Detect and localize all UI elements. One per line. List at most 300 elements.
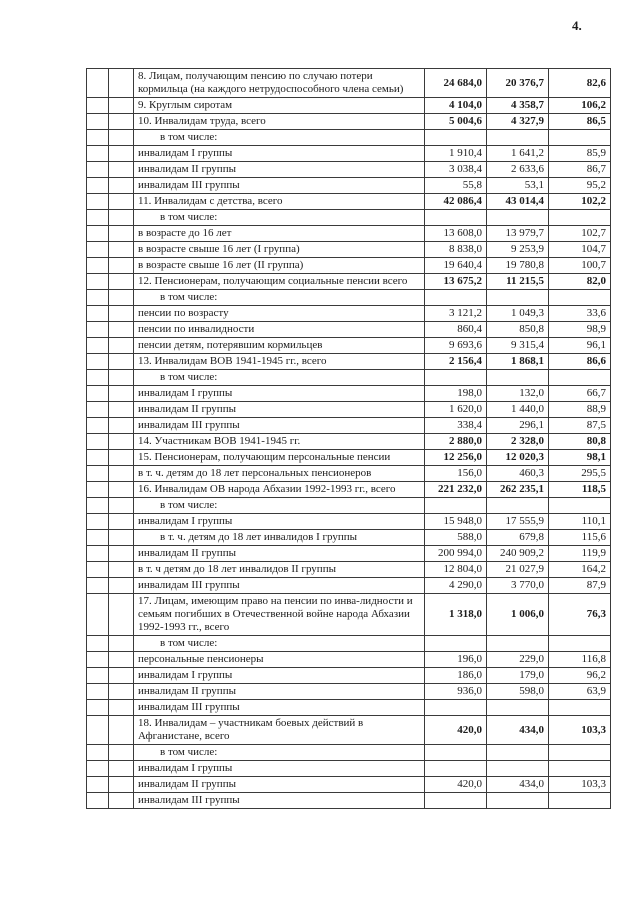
table-row — [87, 146, 611, 162]
row-label: инвалидам III группы — [134, 793, 425, 809]
row-value — [487, 498, 549, 514]
row-margin-cell — [109, 777, 134, 793]
row-margin-cell — [87, 114, 109, 130]
table-row — [87, 242, 611, 258]
table-row — [87, 793, 611, 809]
row-value — [549, 130, 611, 146]
pension-table-container — [86, 68, 610, 809]
table-row — [87, 114, 611, 130]
row-value: 17 555,9 — [487, 514, 549, 530]
row-margin-cell — [109, 684, 134, 700]
row-value: 936,0 — [425, 684, 487, 700]
row-value: 1 620,0 — [425, 402, 487, 418]
row-value: 156,0 — [425, 466, 487, 482]
row-margin-cell — [87, 194, 109, 210]
row-margin-cell — [87, 434, 109, 450]
row-label: инвалидам I группы — [134, 761, 425, 777]
row-margin-cell — [109, 69, 134, 98]
row-value: 3 770,0 — [487, 578, 549, 594]
row-value — [487, 130, 549, 146]
row-label: в т. ч. детям до 18 лет инвалидов I группы — [134, 530, 425, 546]
row-label: в т. ч детям до 18 лет инвалидов II группы — [134, 562, 425, 578]
row-label: в том числе: — [134, 745, 425, 761]
row-value: 9 693,6 — [425, 338, 487, 354]
row-value: 87,5 — [549, 418, 611, 434]
row-margin-cell — [87, 98, 109, 114]
row-value: 1 049,3 — [487, 306, 549, 322]
row-margin-cell — [109, 210, 134, 226]
row-margin-cell — [87, 700, 109, 716]
row-margin-cell — [87, 130, 109, 146]
table-row — [87, 594, 611, 636]
row-margin-cell — [109, 546, 134, 562]
row-value: 132,0 — [487, 386, 549, 402]
table-row — [87, 700, 611, 716]
row-margin-cell — [109, 793, 134, 809]
table-row — [87, 716, 611, 745]
row-margin-cell — [109, 418, 134, 434]
row-value: 588,0 — [425, 530, 487, 546]
row-value — [425, 498, 487, 514]
row-margin-cell — [109, 578, 134, 594]
table-row — [87, 450, 611, 466]
row-value: 104,7 — [549, 242, 611, 258]
row-value: 95,2 — [549, 178, 611, 194]
table-row — [87, 338, 611, 354]
row-value: 262 235,1 — [487, 482, 549, 498]
row-value — [487, 210, 549, 226]
row-value: 96,1 — [549, 338, 611, 354]
row-value — [487, 290, 549, 306]
row-value — [425, 370, 487, 386]
row-value: 11 215,5 — [487, 274, 549, 290]
row-margin-cell — [87, 69, 109, 98]
row-margin-cell — [87, 146, 109, 162]
row-value: 13 979,7 — [487, 226, 549, 242]
row-value — [549, 761, 611, 777]
row-value: 63,9 — [549, 684, 611, 700]
row-value: 5 004,6 — [425, 114, 487, 130]
row-value: 295,5 — [549, 466, 611, 482]
row-margin-cell — [87, 466, 109, 482]
table-row — [87, 434, 611, 450]
table-row — [87, 684, 611, 700]
table-row — [87, 386, 611, 402]
row-margin-cell — [87, 258, 109, 274]
row-value: 4 327,9 — [487, 114, 549, 130]
row-label: 18. Инвалидам – участникам боевых действий в Афганистане, всего — [134, 716, 425, 745]
table-row — [87, 194, 611, 210]
table-row — [87, 498, 611, 514]
row-value: 86,6 — [549, 354, 611, 370]
row-value: 2 156,4 — [425, 354, 487, 370]
row-label: в том числе: — [134, 290, 425, 306]
row-value: 3 121,2 — [425, 306, 487, 322]
row-value: 13 675,2 — [425, 274, 487, 290]
row-label: инвалидам II группы — [134, 546, 425, 562]
row-label: 12. Пенсионерам, получающим социальные пенсии всего — [134, 274, 425, 290]
row-margin-cell — [87, 450, 109, 466]
row-value — [549, 793, 611, 809]
row-value: 420,0 — [425, 716, 487, 745]
table-row — [87, 530, 611, 546]
table-row — [87, 98, 611, 114]
row-value — [549, 210, 611, 226]
table-row — [87, 777, 611, 793]
row-label: в том числе: — [134, 636, 425, 652]
row-value: 19 640,4 — [425, 258, 487, 274]
row-value: 115,6 — [549, 530, 611, 546]
row-margin-cell — [87, 338, 109, 354]
row-label: 15. Пенсионерам, получающим персональные пенсии — [134, 450, 425, 466]
row-value: 3 038,4 — [425, 162, 487, 178]
row-margin-cell — [87, 636, 109, 652]
row-value: 66,7 — [549, 386, 611, 402]
row-margin-cell — [87, 546, 109, 562]
row-margin-cell — [87, 652, 109, 668]
row-value — [549, 636, 611, 652]
row-value: 110,1 — [549, 514, 611, 530]
row-value: 434,0 — [487, 777, 549, 793]
table-row — [87, 178, 611, 194]
row-value: 86,5 — [549, 114, 611, 130]
row-value: 53,1 — [487, 178, 549, 194]
table-row — [87, 482, 611, 498]
row-margin-cell — [87, 402, 109, 418]
row-margin-cell — [87, 562, 109, 578]
row-margin-cell — [109, 716, 134, 745]
row-value — [425, 130, 487, 146]
page-number: 4. — [572, 18, 582, 33]
row-value: 118,5 — [549, 482, 611, 498]
row-value: 82,0 — [549, 274, 611, 290]
row-margin-cell — [109, 530, 134, 546]
row-margin-cell — [87, 761, 109, 777]
row-margin-cell — [87, 290, 109, 306]
row-label: в том числе: — [134, 498, 425, 514]
row-label: пенсии по инвалидности — [134, 322, 425, 338]
row-value: 13 608,0 — [425, 226, 487, 242]
row-value: 86,7 — [549, 162, 611, 178]
row-value: 296,1 — [487, 418, 549, 434]
row-margin-cell — [87, 370, 109, 386]
row-value: 20 376,7 — [487, 69, 549, 98]
row-value: 103,3 — [549, 777, 611, 793]
table-row — [87, 745, 611, 761]
row-value: 12 804,0 — [425, 562, 487, 578]
row-label: инвалидам I группы — [134, 386, 425, 402]
table-row — [87, 402, 611, 418]
table-row — [87, 578, 611, 594]
table-row — [87, 306, 611, 322]
row-value: 198,0 — [425, 386, 487, 402]
row-value: 1 868,1 — [487, 354, 549, 370]
row-margin-cell — [109, 178, 134, 194]
row-margin-cell — [109, 226, 134, 242]
table-row — [87, 274, 611, 290]
row-label: 9. Круглым сиротам — [134, 98, 425, 114]
row-value: 200 994,0 — [425, 546, 487, 562]
row-value: 186,0 — [425, 668, 487, 684]
row-margin-cell — [109, 498, 134, 514]
row-value: 88,9 — [549, 402, 611, 418]
row-value: 1 318,0 — [425, 594, 487, 636]
row-margin-cell — [109, 338, 134, 354]
table-row — [87, 466, 611, 482]
row-label: персональные пенсионеры — [134, 652, 425, 668]
table-row — [87, 562, 611, 578]
row-label: инвалидам II группы — [134, 777, 425, 793]
row-value: 24 684,0 — [425, 69, 487, 98]
row-margin-cell — [109, 306, 134, 322]
row-value — [425, 793, 487, 809]
row-value: 15 948,0 — [425, 514, 487, 530]
row-margin-cell — [87, 178, 109, 194]
table-row — [87, 69, 611, 98]
row-value: 420,0 — [425, 777, 487, 793]
row-value: 240 909,2 — [487, 546, 549, 562]
row-label: инвалидам III группы — [134, 418, 425, 434]
row-label: в возрасте свыше 16 лет (I группа) — [134, 242, 425, 258]
row-value: 4 358,7 — [487, 98, 549, 114]
row-value: 102,7 — [549, 226, 611, 242]
row-margin-cell — [87, 530, 109, 546]
row-value — [549, 745, 611, 761]
row-margin-cell — [109, 434, 134, 450]
row-margin-cell — [87, 162, 109, 178]
row-margin-cell — [87, 386, 109, 402]
row-value: 8 838,0 — [425, 242, 487, 258]
row-margin-cell — [109, 274, 134, 290]
row-margin-cell — [109, 242, 134, 258]
row-value: 598,0 — [487, 684, 549, 700]
row-margin-cell — [87, 354, 109, 370]
table-row — [87, 514, 611, 530]
row-label: инвалидам II группы — [134, 684, 425, 700]
row-label: инвалидам III группы — [134, 578, 425, 594]
row-label: 8. Лицам, получающим пенсию по случаю потери кормильца (на каждого нетрудоспособного члена семьи) — [134, 69, 425, 98]
row-margin-cell — [109, 562, 134, 578]
table-row — [87, 258, 611, 274]
row-value — [549, 700, 611, 716]
row-label: инвалидам I группы — [134, 514, 425, 530]
row-value — [487, 793, 549, 809]
row-margin-cell — [87, 322, 109, 338]
row-margin-cell — [109, 636, 134, 652]
row-label: 13. Инвалидам ВОВ 1941-1945 гг., всего — [134, 354, 425, 370]
row-value: 2 633,6 — [487, 162, 549, 178]
row-label: в возрасте до 16 лет — [134, 226, 425, 242]
row-value: 43 014,4 — [487, 194, 549, 210]
row-label: 10. Инвалидам труда, всего — [134, 114, 425, 130]
row-margin-cell — [87, 226, 109, 242]
row-margin-cell — [87, 684, 109, 700]
row-value — [487, 370, 549, 386]
row-margin-cell — [87, 274, 109, 290]
table-row — [87, 652, 611, 668]
row-value: 1 910,4 — [425, 146, 487, 162]
row-value: 12 256,0 — [425, 450, 487, 466]
table-row — [87, 761, 611, 777]
row-value — [425, 636, 487, 652]
row-margin-cell — [87, 578, 109, 594]
row-value: 87,9 — [549, 578, 611, 594]
row-value — [425, 700, 487, 716]
row-value: 21 027,9 — [487, 562, 549, 578]
row-label: в том числе: — [134, 130, 425, 146]
row-label: в возрасте свыше 16 лет (II группа) — [134, 258, 425, 274]
row-margin-cell — [109, 668, 134, 684]
row-margin-cell — [109, 450, 134, 466]
table-row — [87, 418, 611, 434]
row-margin-cell — [109, 594, 134, 636]
row-value: 460,3 — [487, 466, 549, 482]
row-value — [549, 370, 611, 386]
row-label: в том числе: — [134, 370, 425, 386]
row-margin-cell — [109, 514, 134, 530]
row-label: инвалидам II группы — [134, 402, 425, 418]
row-value: 80,8 — [549, 434, 611, 450]
row-value — [487, 761, 549, 777]
row-margin-cell — [87, 498, 109, 514]
table-row — [87, 668, 611, 684]
row-value: 860,4 — [425, 322, 487, 338]
table-row — [87, 210, 611, 226]
row-margin-cell — [87, 242, 109, 258]
row-margin-cell — [109, 290, 134, 306]
row-value: 338,4 — [425, 418, 487, 434]
row-value: 82,6 — [549, 69, 611, 98]
row-margin-cell — [109, 370, 134, 386]
row-margin-cell — [109, 162, 134, 178]
row-value: 2 328,0 — [487, 434, 549, 450]
row-value: 12 020,3 — [487, 450, 549, 466]
row-margin-cell — [109, 482, 134, 498]
row-margin-cell — [87, 716, 109, 745]
row-label: пенсии по возрасту — [134, 306, 425, 322]
row-margin-cell — [109, 402, 134, 418]
row-margin-cell — [87, 594, 109, 636]
row-value: 9 315,4 — [487, 338, 549, 354]
row-value: 106,2 — [549, 98, 611, 114]
row-value: 179,0 — [487, 668, 549, 684]
row-margin-cell — [109, 652, 134, 668]
row-value — [487, 636, 549, 652]
table-row — [87, 354, 611, 370]
row-value: 85,9 — [549, 146, 611, 162]
table-row — [87, 370, 611, 386]
table-row — [87, 290, 611, 306]
pension-table-body — [87, 69, 611, 809]
row-margin-cell — [87, 777, 109, 793]
row-value: 103,3 — [549, 716, 611, 745]
row-label: инвалидам I группы — [134, 146, 425, 162]
row-value: 98,9 — [549, 322, 611, 338]
row-value: 102,2 — [549, 194, 611, 210]
row-value: 1 641,2 — [487, 146, 549, 162]
row-margin-cell — [109, 194, 134, 210]
row-margin-cell — [87, 793, 109, 809]
table-row — [87, 322, 611, 338]
row-margin-cell — [87, 418, 109, 434]
row-value: 9 253,9 — [487, 242, 549, 258]
row-label: инвалидам III группы — [134, 700, 425, 716]
row-value: 55,8 — [425, 178, 487, 194]
row-value: 196,0 — [425, 652, 487, 668]
table-row — [87, 162, 611, 178]
row-value: 119,9 — [549, 546, 611, 562]
row-value: 221 232,0 — [425, 482, 487, 498]
row-value: 2 880,0 — [425, 434, 487, 450]
row-value: 116,8 — [549, 652, 611, 668]
row-value: 76,3 — [549, 594, 611, 636]
row-value: 4 104,0 — [425, 98, 487, 114]
row-label: инвалидам I группы — [134, 668, 425, 684]
row-value: 98,1 — [549, 450, 611, 466]
row-margin-cell — [109, 354, 134, 370]
row-margin-cell — [109, 700, 134, 716]
row-margin-cell — [109, 98, 134, 114]
row-margin-cell — [109, 146, 134, 162]
row-value — [425, 210, 487, 226]
row-margin-cell — [109, 258, 134, 274]
table-row — [87, 636, 611, 652]
row-margin-cell — [109, 130, 134, 146]
row-value: 1 006,0 — [487, 594, 549, 636]
row-margin-cell — [87, 306, 109, 322]
row-value — [425, 761, 487, 777]
row-margin-cell — [109, 322, 134, 338]
row-value: 4 290,0 — [425, 578, 487, 594]
row-margin-cell — [87, 210, 109, 226]
row-label: инвалидам II группы — [134, 162, 425, 178]
table-row — [87, 226, 611, 242]
row-value: 96,2 — [549, 668, 611, 684]
row-value: 434,0 — [487, 716, 549, 745]
row-value — [549, 498, 611, 514]
row-value — [425, 290, 487, 306]
row-value: 33,6 — [549, 306, 611, 322]
row-value — [425, 745, 487, 761]
row-value — [549, 290, 611, 306]
row-margin-cell — [109, 386, 134, 402]
row-label: 17. Лицам, имеющим право на пенсии по инва-лидности и семьям погибших в Отечественной войне народа Абхазии 1992-1993 гг., всего — [134, 594, 425, 636]
row-margin-cell — [87, 482, 109, 498]
row-margin-cell — [87, 514, 109, 530]
row-value: 100,7 — [549, 258, 611, 274]
row-label: 14. Участникам ВОВ 1941-1945 гг. — [134, 434, 425, 450]
row-value: 42 086,4 — [425, 194, 487, 210]
row-margin-cell — [87, 745, 109, 761]
row-value: 679,8 — [487, 530, 549, 546]
row-value — [487, 745, 549, 761]
row-label: пенсии детям, потерявшим кормильцев — [134, 338, 425, 354]
row-label: 11. Инвалидам с детства, всего — [134, 194, 425, 210]
row-margin-cell — [109, 114, 134, 130]
row-value: 850,8 — [487, 322, 549, 338]
row-label: в том числе: — [134, 210, 425, 226]
row-value: 1 440,0 — [487, 402, 549, 418]
table-row — [87, 130, 611, 146]
row-margin-cell — [109, 466, 134, 482]
row-value: 164,2 — [549, 562, 611, 578]
row-margin-cell — [109, 761, 134, 777]
row-margin-cell — [109, 745, 134, 761]
row-value: 229,0 — [487, 652, 549, 668]
row-margin-cell — [87, 668, 109, 684]
row-value — [487, 700, 549, 716]
row-label: инвалидам III группы — [134, 178, 425, 194]
